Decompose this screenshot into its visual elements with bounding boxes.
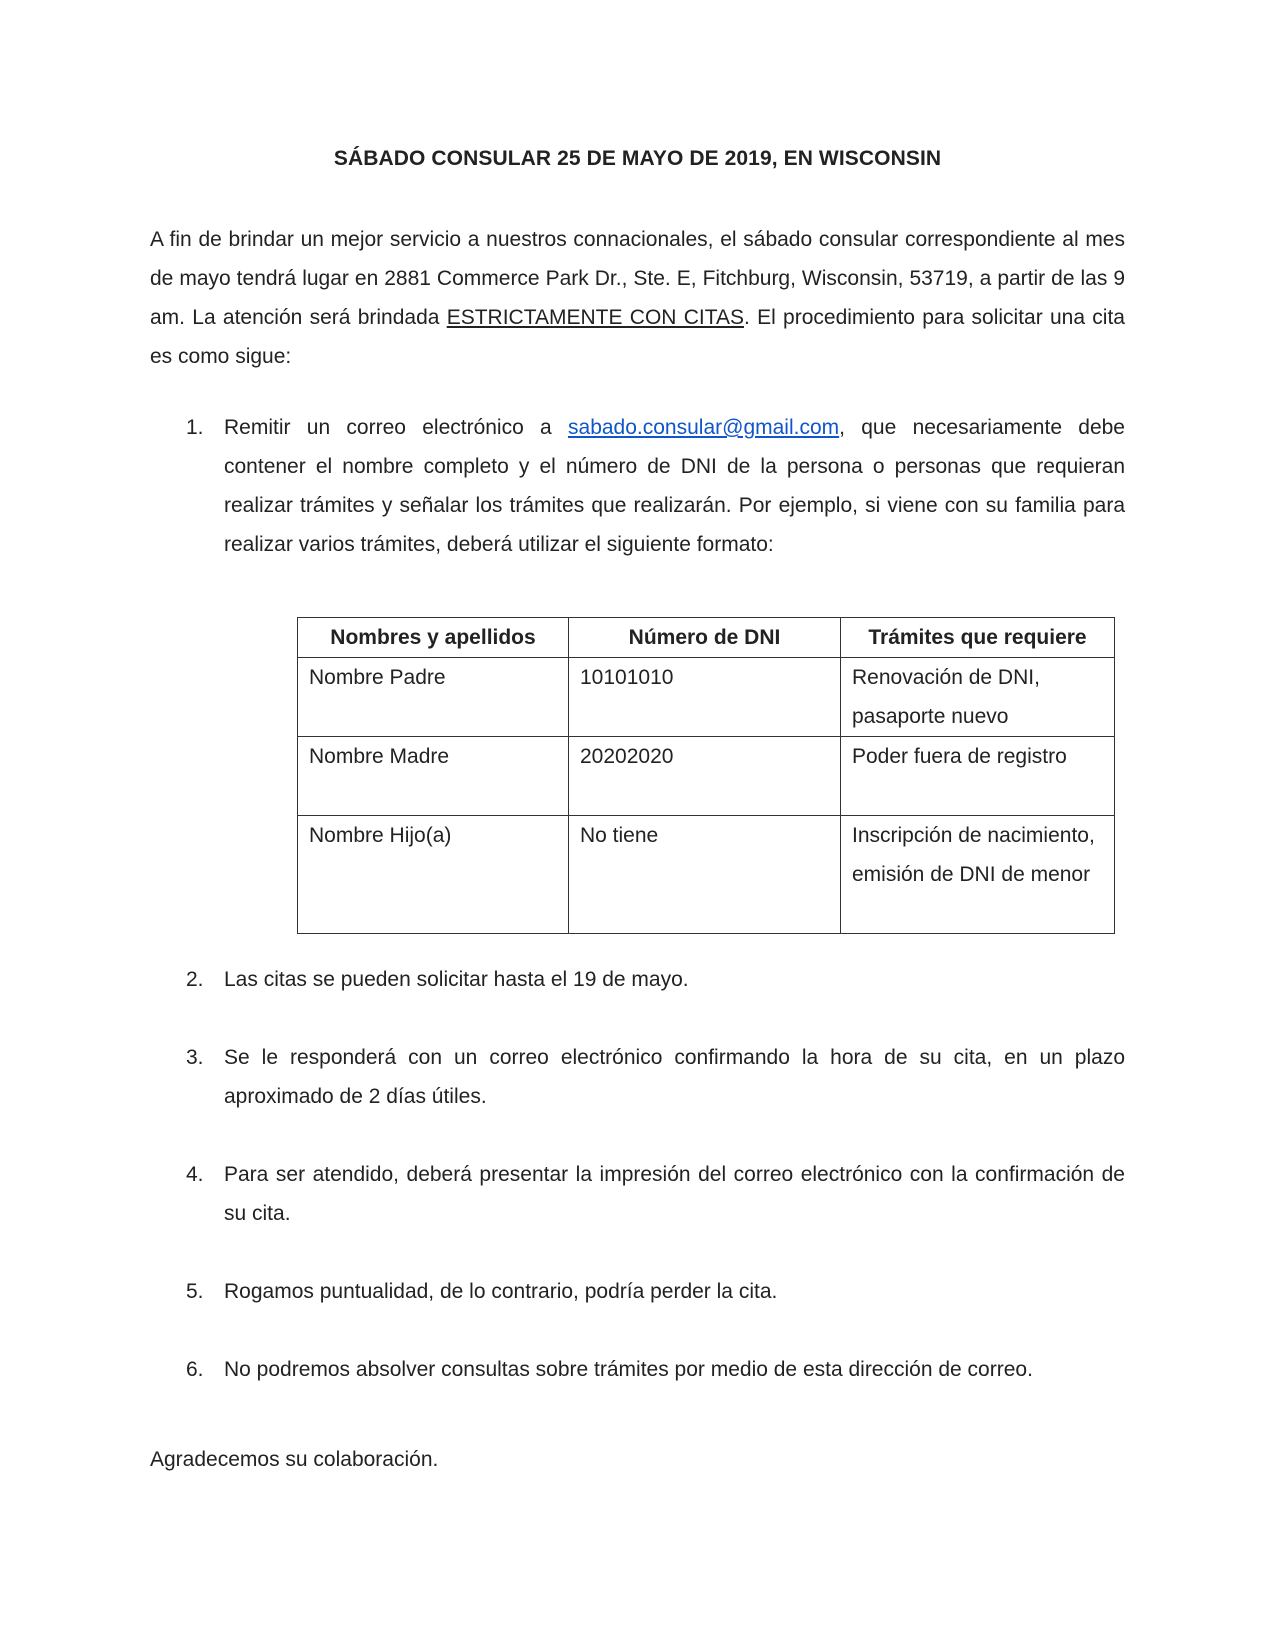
table-header-names: Nombres y apellidos bbox=[298, 618, 569, 658]
list-item-5 bbox=[150, 1272, 1125, 1311]
closing-text: Agradecemos su colaboración. bbox=[150, 1448, 439, 1471]
table-cell-name: Nombre Hijo(a) bbox=[298, 816, 569, 934]
table-row bbox=[298, 658, 1115, 737]
table-header-row bbox=[298, 618, 1115, 658]
page-title: SÁBADO CONSULAR 25 DE MAYO DE 2019, EN WISCONSIN bbox=[333, 147, 942, 170]
list-item-2 bbox=[150, 960, 1125, 999]
table-cell-name: Nombre Madre bbox=[298, 737, 569, 816]
table-cell-procedures: Inscripción de nacimiento, emisión de DNI de menor bbox=[841, 816, 1115, 934]
table-cell-procedures: Renovación de DNI, pasaporte nuevo bbox=[841, 658, 1115, 737]
table-cell-dni: No tiene bbox=[569, 816, 841, 934]
table-row bbox=[298, 816, 1115, 934]
intro-text-1: A fin de brindar un mejor servicio a nuestros connacionales, el sábado consular correspondiente al mes de mayo tendrá lugar en 2881 Commerce Park Dr., Ste. E, Fitchburg, Wisconsin, 53719, a partir de las 9 am. La atención será brindada bbox=[150, 228, 1125, 329]
table-row bbox=[298, 737, 1115, 816]
list-item-4 bbox=[150, 1155, 1125, 1233]
intro-emphasis: ESTRICTAMENTE CON CITAS bbox=[446, 306, 744, 329]
table-header-dni: Número de DNI bbox=[569, 618, 841, 658]
table-cell-procedures: Poder fuera de registro bbox=[841, 737, 1115, 816]
list-item-3 bbox=[150, 1038, 1125, 1116]
list-item-text: Rogamos puntualidad, de lo contrario, podría perder la cita. bbox=[224, 1280, 778, 1303]
table-cell-name: Nombre Padre bbox=[298, 658, 569, 737]
list-item-text: No podremos absolver consultas sobre trámites por medio de esta dirección de correo. bbox=[224, 1358, 1033, 1381]
list-number: 5. bbox=[186, 1280, 204, 1303]
list-item-text: Para ser atendido, deberá presentar la impresión del correo electrónico con la confirmación de su cita. bbox=[224, 1163, 1125, 1225]
list-number: 4. bbox=[186, 1163, 204, 1186]
list-item-text bbox=[224, 408, 1125, 564]
intro-text-2: . El procedimiento para solicitar una cita es como sigue: bbox=[150, 306, 1125, 368]
intro-paragraph bbox=[150, 220, 1125, 376]
list-number: 6. bbox=[186, 1358, 204, 1381]
format-table bbox=[297, 617, 1115, 934]
email-link[interactable]: sabado.consular@gmail.com bbox=[568, 416, 840, 439]
list-number: 2. bbox=[186, 968, 204, 991]
list-item-6 bbox=[150, 1350, 1125, 1389]
table-header-procedures: Trámites que requiere bbox=[841, 618, 1115, 658]
table-cell-dni: 10101010 bbox=[569, 658, 841, 737]
list-item-text: Se le responderá con un correo electrónico confirmando la hora de su cita, en un plazo aproximado de 2 días útiles. bbox=[224, 1046, 1125, 1108]
item-1-text-after-link: , que necesariamente debe contener el nombre completo y el número de DNI de la persona o personas que requieran realizar trámites y señalar los trámites que realizarán. Por ejemplo, si viene con su familia para realizar varios trámites, deberá utilizar el siguiente formato: bbox=[224, 416, 1125, 556]
list-number: 1. bbox=[186, 416, 204, 439]
list-item-text: Las citas se pueden solicitar hasta el 19 de mayo. bbox=[224, 968, 689, 991]
list-item-1 bbox=[150, 408, 1125, 564]
list-number: 3. bbox=[186, 1046, 204, 1069]
table-cell-dni: 20202020 bbox=[569, 737, 841, 816]
item-1-text-before-link: Remitir un correo electrónico a bbox=[224, 416, 569, 439]
